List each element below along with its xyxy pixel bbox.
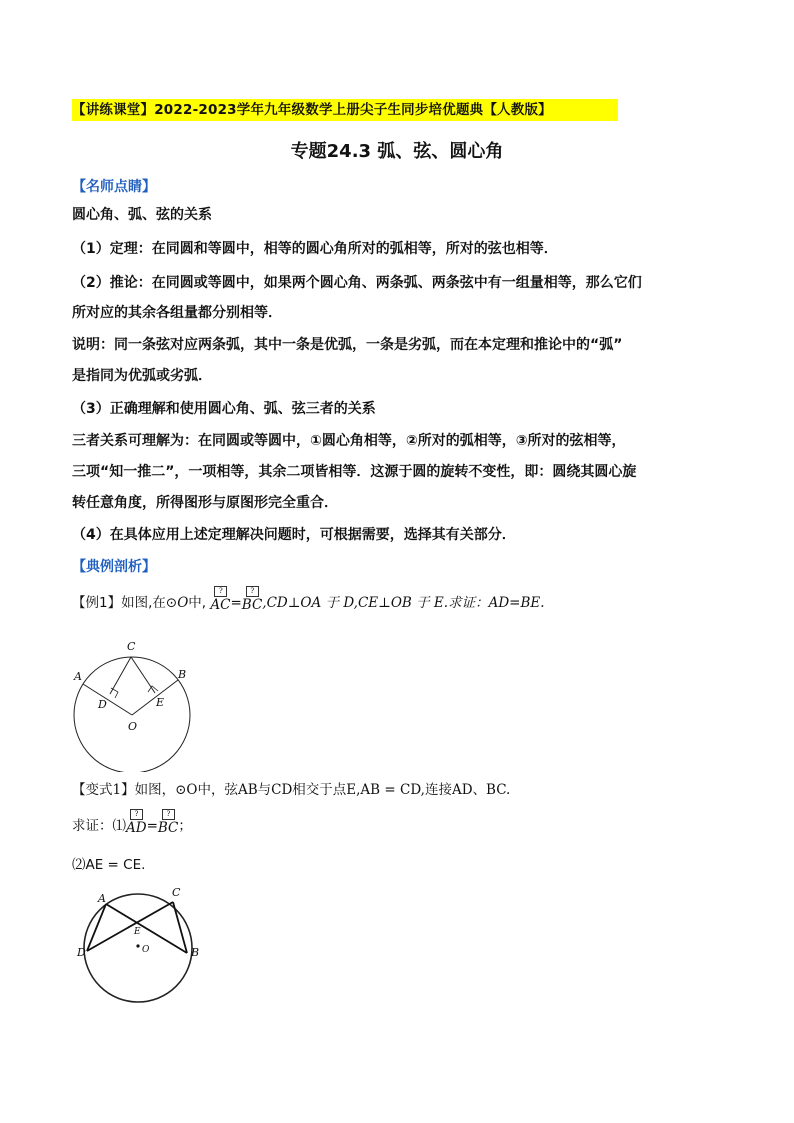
example1-figure [70, 632, 200, 772]
paragraph-relation-line2: 三项“知一推二”，一项相等，其余二项皆相等．这源于圆的旋转不变性，即：圆绕其圆心旋 [72, 464, 637, 480]
label-e-2: E [134, 927, 141, 937]
segment-cd [110, 657, 131, 694]
section-teacher-heading: 【名师点睛】 [72, 179, 156, 195]
label-o-2: O [142, 945, 150, 955]
paragraph-understand: （3）正确理解和使用圆心角、弧、弦三者的关系 [72, 401, 376, 417]
label-c: C [127, 640, 136, 653]
segment-bo [132, 680, 178, 715]
label-a: A [74, 670, 82, 683]
arc-ad-symbol: $\frac{?}{AD}$ [126, 810, 147, 836]
section-examples-heading: 【典例剖析】 [72, 559, 156, 575]
segment-ad [87, 904, 106, 951]
paragraph-application: （4）在具体应用上述定理解决问题时，可根据需要，选择其有关部分． [72, 527, 516, 543]
paragraph-relation-line3: 转任意角度，所得图形与原图形完全重合． [72, 495, 338, 511]
arc-bc-symbol-2: $\frac{?}{BC}$ [157, 810, 179, 836]
right-angle-e [148, 686, 158, 692]
label-d-2: D [77, 946, 86, 959]
variant1-line2: 求证：⑴ $\frac{?}{AD}=$ $\frac{?}{BC}$； [72, 810, 192, 836]
example1-statement: 【例1】如图,在⊙O中, $\frac{?}{AC}=$ $\frac{?}{BC},CD\perp OA$ 于 D,CE⊥OB 于 E.求证：AD=BE. [72, 587, 545, 613]
label-o: O [128, 720, 138, 733]
arc-bc-symbol: $\frac{?}{BC}$ [241, 587, 263, 613]
variant1-line3: ⑵AE = CE. [72, 857, 146, 873]
header-banner: 【讲练课堂】2022-2023学年九年级数学上册尖子生同步培优题典【人教版】 [72, 99, 618, 121]
label-d: D [98, 698, 107, 711]
paragraph-relation: 圆心角、弧、弦的关系 [72, 207, 212, 223]
label-b-2: B [191, 946, 200, 959]
center-dot [136, 944, 139, 947]
page-title: 专题24.3 弧、弦、圆心角 [290, 141, 504, 162]
variant1-line1: 【变式1】如图，⊙O中，弦AB与CD相交于点E,AB = CD,连接AD、BC. [72, 782, 511, 798]
arc-ac-symbol: $\frac{?}{AC}$ [210, 587, 231, 613]
paragraph-theorem: （1）定理：在同圆和等圆中，相等的圆心角所对的弧相等，所对的弦也相等． [72, 241, 558, 257]
label-a-2: A [98, 892, 106, 905]
label-e: E [156, 696, 165, 709]
paragraph-relation-line1: 三者关系可理解为：在同圆或等圆中，①圆心角相等，②所对的弧相等，③所对的弦相等， [72, 433, 626, 449]
paragraph-note-line2: 是指同为优弧或劣弧． [72, 368, 212, 384]
label-c-2: C [172, 886, 181, 899]
paragraph-note-line1: 说明：同一条弦对应两条弧，其中一条是优弧，一条是劣弧，而在本定理和推论中的“弧” [72, 337, 623, 353]
variant1-figure [74, 884, 210, 1020]
paragraph-corollary-line1: （2）推论：在同圆或等圆中，如果两个圆心角、两条弧、两条弦中有一组量相等，那么它们 [72, 275, 642, 291]
label-b: B [178, 668, 187, 681]
paragraph-corollary-line2: 所对应的其余各组量都分别相等． [72, 305, 282, 321]
segment-ao [83, 684, 132, 715]
